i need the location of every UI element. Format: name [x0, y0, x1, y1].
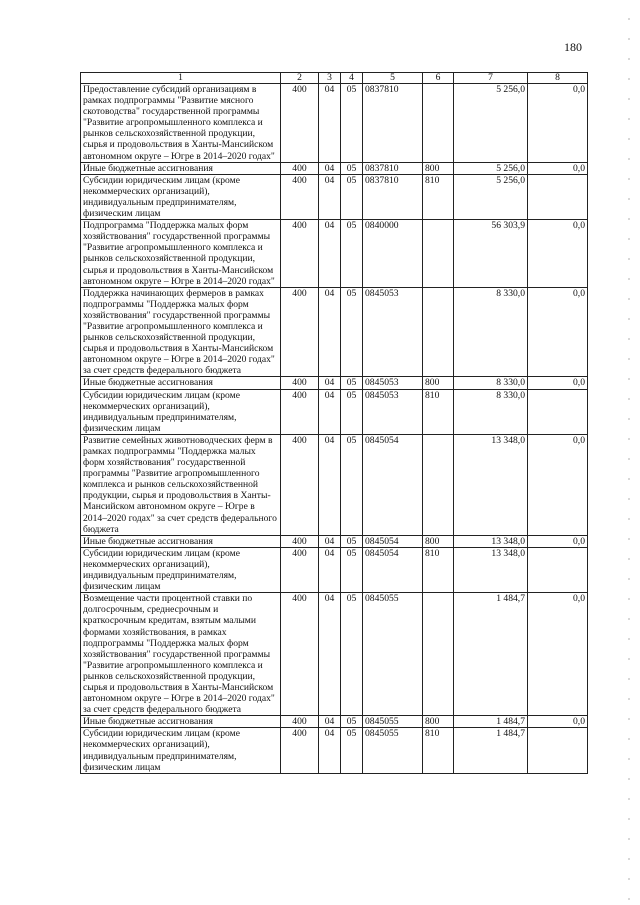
row-expense-type-cell: 800	[423, 162, 454, 174]
row-target-article-cell: 0840000	[363, 220, 423, 288]
row-amount-cell: 56 303,9	[454, 220, 528, 288]
row-target-article-cell: 0837810	[363, 84, 423, 163]
row-name-cell: Предоставление субсидий организациям в рамках подпрограммы "Развитие мясного скотоводства" государственной программы "Развитие агропромышленного комплекса и рынков сельскохозяйственной продукции, сырья и продовольствия в Ханты-Мансийском автономном округе – Югре в 2014–2020 годах"	[81, 84, 281, 163]
row-subsection-cell: 05	[341, 377, 363, 389]
row-amount-2-cell: 0,0	[528, 535, 588, 547]
row-amount-2-cell: 0,0	[528, 716, 588, 728]
row-name-cell: Субсидии юридическим лицам (кроме некоммерческих организаций), индивидуальным предпринимателям, физическим лицам	[81, 389, 281, 434]
row-expense-type-cell: 800	[423, 535, 454, 547]
budget-table	[80, 72, 588, 774]
row-expense-type-cell: 800	[423, 716, 454, 728]
row-target-article-cell: 0845055	[363, 728, 423, 773]
header-cell: 6	[423, 73, 454, 84]
row-target-article-cell: 0837810	[363, 162, 423, 174]
table-row	[81, 593, 588, 716]
row-expense-type-cell: 810	[423, 174, 454, 219]
row-amount-cell: 5 256,0	[454, 174, 528, 219]
header-cell: 7	[454, 73, 528, 84]
row-section-cell: 04	[319, 162, 341, 174]
row-section-cell: 04	[319, 174, 341, 219]
table-row	[81, 220, 588, 288]
row-expense-type-cell	[423, 220, 454, 288]
row-section-cell: 04	[319, 547, 341, 592]
row-amount-cell: 13 348,0	[454, 535, 528, 547]
row-ministry-code-cell: 400	[281, 535, 319, 547]
row-name-cell: Субсидии юридическим лицам (кроме некоммерческих организаций), индивидуальным предпринимателям, физическим лицам	[81, 547, 281, 592]
row-target-article-cell: 0845054	[363, 547, 423, 592]
row-ministry-code-cell: 400	[281, 593, 319, 716]
header-cell: 3	[319, 73, 341, 84]
row-section-cell: 04	[319, 434, 341, 535]
row-name-cell: Иные бюджетные ассигнования	[81, 377, 281, 389]
row-ministry-code-cell: 400	[281, 220, 319, 288]
row-ministry-code-cell: 400	[281, 287, 319, 377]
header-cell: 2	[281, 73, 319, 84]
row-expense-type-cell	[423, 84, 454, 163]
row-ministry-code-cell: 400	[281, 547, 319, 592]
row-amount-cell: 8 330,0	[454, 287, 528, 377]
row-subsection-cell: 05	[341, 174, 363, 219]
row-amount-2-cell: 0,0	[528, 377, 588, 389]
row-subsection-cell: 05	[341, 220, 363, 288]
row-expense-type-cell: 810	[423, 728, 454, 773]
row-section-cell: 04	[319, 535, 341, 547]
row-amount-cell: 8 330,0	[454, 377, 528, 389]
row-section-cell: 04	[319, 593, 341, 716]
row-section-cell: 04	[319, 389, 341, 434]
row-ministry-code-cell: 400	[281, 162, 319, 174]
row-subsection-cell: 05	[341, 434, 363, 535]
table-header-row	[81, 73, 588, 84]
row-amount-2-cell	[528, 728, 588, 773]
row-section-cell: 04	[319, 716, 341, 728]
row-name-cell: Поддержка начинающих фермеров в рамках подпрограммы "Поддержка малых форм хозяйствования" государственной программы "Развитие агропромышленного комплекса и рынков сельскохозяйственной продукции, сырья и продовольствия в Ханты-Мансийском автономном округе – Югре в 2014–2020 годах" за счет средств федерального бюджета	[81, 287, 281, 377]
row-amount-2-cell: 0,0	[528, 220, 588, 288]
row-ministry-code-cell: 400	[281, 84, 319, 163]
row-subsection-cell: 05	[341, 535, 363, 547]
row-target-article-cell: 0845055	[363, 593, 423, 716]
row-amount-cell: 8 330,0	[454, 389, 528, 434]
row-amount-2-cell: 0,0	[528, 287, 588, 377]
row-expense-type-cell	[423, 434, 454, 535]
table-row	[81, 84, 588, 163]
row-amount-cell: 1 484,7	[454, 593, 528, 716]
row-expense-type-cell	[423, 593, 454, 716]
row-expense-type-cell: 800	[423, 377, 454, 389]
row-ministry-code-cell: 400	[281, 389, 319, 434]
table-row	[81, 389, 588, 434]
header-cell: 8	[528, 73, 588, 84]
row-target-article-cell: 0845054	[363, 535, 423, 547]
row-ministry-code-cell: 400	[281, 716, 319, 728]
table-row	[81, 535, 588, 547]
row-amount-cell: 13 348,0	[454, 434, 528, 535]
header-cell: 1	[81, 73, 281, 84]
table-row	[81, 162, 588, 174]
row-name-cell: Иные бюджетные ассигнования	[81, 535, 281, 547]
table-row	[81, 174, 588, 219]
row-target-article-cell: 0845053	[363, 389, 423, 434]
row-ministry-code-cell: 400	[281, 728, 319, 773]
row-subsection-cell: 05	[341, 547, 363, 592]
row-target-article-cell: 0845055	[363, 716, 423, 728]
row-amount-cell: 5 256,0	[454, 162, 528, 174]
row-name-cell: Возмещение части процентной ставки по долгосрочным, среднесрочным и краткосрочным кредитам, взятым малыми формами хозяйствования, в рамках подпрограммы "Поддержка малых форм хозяйствования" государственной программы "Развитие агропромышленного комплекса и рынков сельскохозяйственной продукции, сырья и продовольствия в Ханты-Мансийском автономном округе – Югре в 2014–2020 годах" за счет средств федерального бюджета	[81, 593, 281, 716]
row-ministry-code-cell: 400	[281, 174, 319, 219]
row-name-cell: Развитие семейных животноводческих ферм в рамках подпрограммы "Поддержка малых форм хозяйствования" государственной программы "Развитие агропромышленного комплекса и рынков сельскохозяйственной продукции, сырья и продовольствия в Ханты-Мансийском автономном округе – Югре в 2014–2020 годах" за счет средств федерального бюджета	[81, 434, 281, 535]
table-row	[81, 434, 588, 535]
row-section-cell: 04	[319, 287, 341, 377]
row-subsection-cell: 05	[341, 162, 363, 174]
row-amount-2-cell	[528, 174, 588, 219]
table-row	[81, 377, 588, 389]
row-name-cell: Подпрограмма "Поддержка малых форм хозяйствования" государственной программы "Развитие агропромышленного комплекса и рынков сельскохозяйственной продукции, сырья и продовольствия в Ханты-Мансийском автономном округе – Югре в 2014–2020 годах"	[81, 220, 281, 288]
row-amount-2-cell	[528, 547, 588, 592]
row-target-article-cell: 0845053	[363, 287, 423, 377]
row-subsection-cell: 05	[341, 389, 363, 434]
row-section-cell: 04	[319, 377, 341, 389]
row-subsection-cell: 05	[341, 728, 363, 773]
row-amount-cell: 13 348,0	[454, 547, 528, 592]
row-target-article-cell: 0837810	[363, 174, 423, 219]
row-name-cell: Субсидии юридическим лицам (кроме некоммерческих организаций), индивидуальным предпринимателям, физическим лицам	[81, 174, 281, 219]
table-row	[81, 287, 588, 377]
row-amount-cell: 1 484,7	[454, 728, 528, 773]
row-section-cell: 04	[319, 84, 341, 163]
row-name-cell: Иные бюджетные ассигнования	[81, 716, 281, 728]
table-row	[81, 728, 588, 773]
row-amount-2-cell	[528, 389, 588, 434]
row-amount-cell: 5 256,0	[454, 84, 528, 163]
row-subsection-cell: 05	[341, 84, 363, 163]
row-amount-2-cell: 0,0	[528, 84, 588, 163]
row-target-article-cell: 0845054	[363, 434, 423, 535]
header-cell: 4	[341, 73, 363, 84]
row-ministry-code-cell: 400	[281, 434, 319, 535]
row-name-cell: Субсидии юридическим лицам (кроме некоммерческих организаций), индивидуальным предпринимателям, физическим лицам	[81, 728, 281, 773]
scan-edge-marks	[628, 0, 630, 905]
row-amount-2-cell: 0,0	[528, 434, 588, 535]
row-amount-2-cell: 0,0	[528, 593, 588, 716]
table-row	[81, 547, 588, 592]
row-expense-type-cell	[423, 287, 454, 377]
row-expense-type-cell: 810	[423, 547, 454, 592]
table-row	[81, 716, 588, 728]
row-name-cell: Иные бюджетные ассигнования	[81, 162, 281, 174]
row-target-article-cell: 0845053	[363, 377, 423, 389]
row-section-cell: 04	[319, 220, 341, 288]
row-amount-cell: 1 484,7	[454, 716, 528, 728]
header-cell: 5	[363, 73, 423, 84]
row-expense-type-cell: 810	[423, 389, 454, 434]
row-section-cell: 04	[319, 728, 341, 773]
page-number: 180	[564, 40, 582, 54]
row-subsection-cell: 05	[341, 716, 363, 728]
row-ministry-code-cell: 400	[281, 377, 319, 389]
row-subsection-cell: 05	[341, 287, 363, 377]
row-amount-2-cell: 0,0	[528, 162, 588, 174]
row-subsection-cell: 05	[341, 593, 363, 716]
